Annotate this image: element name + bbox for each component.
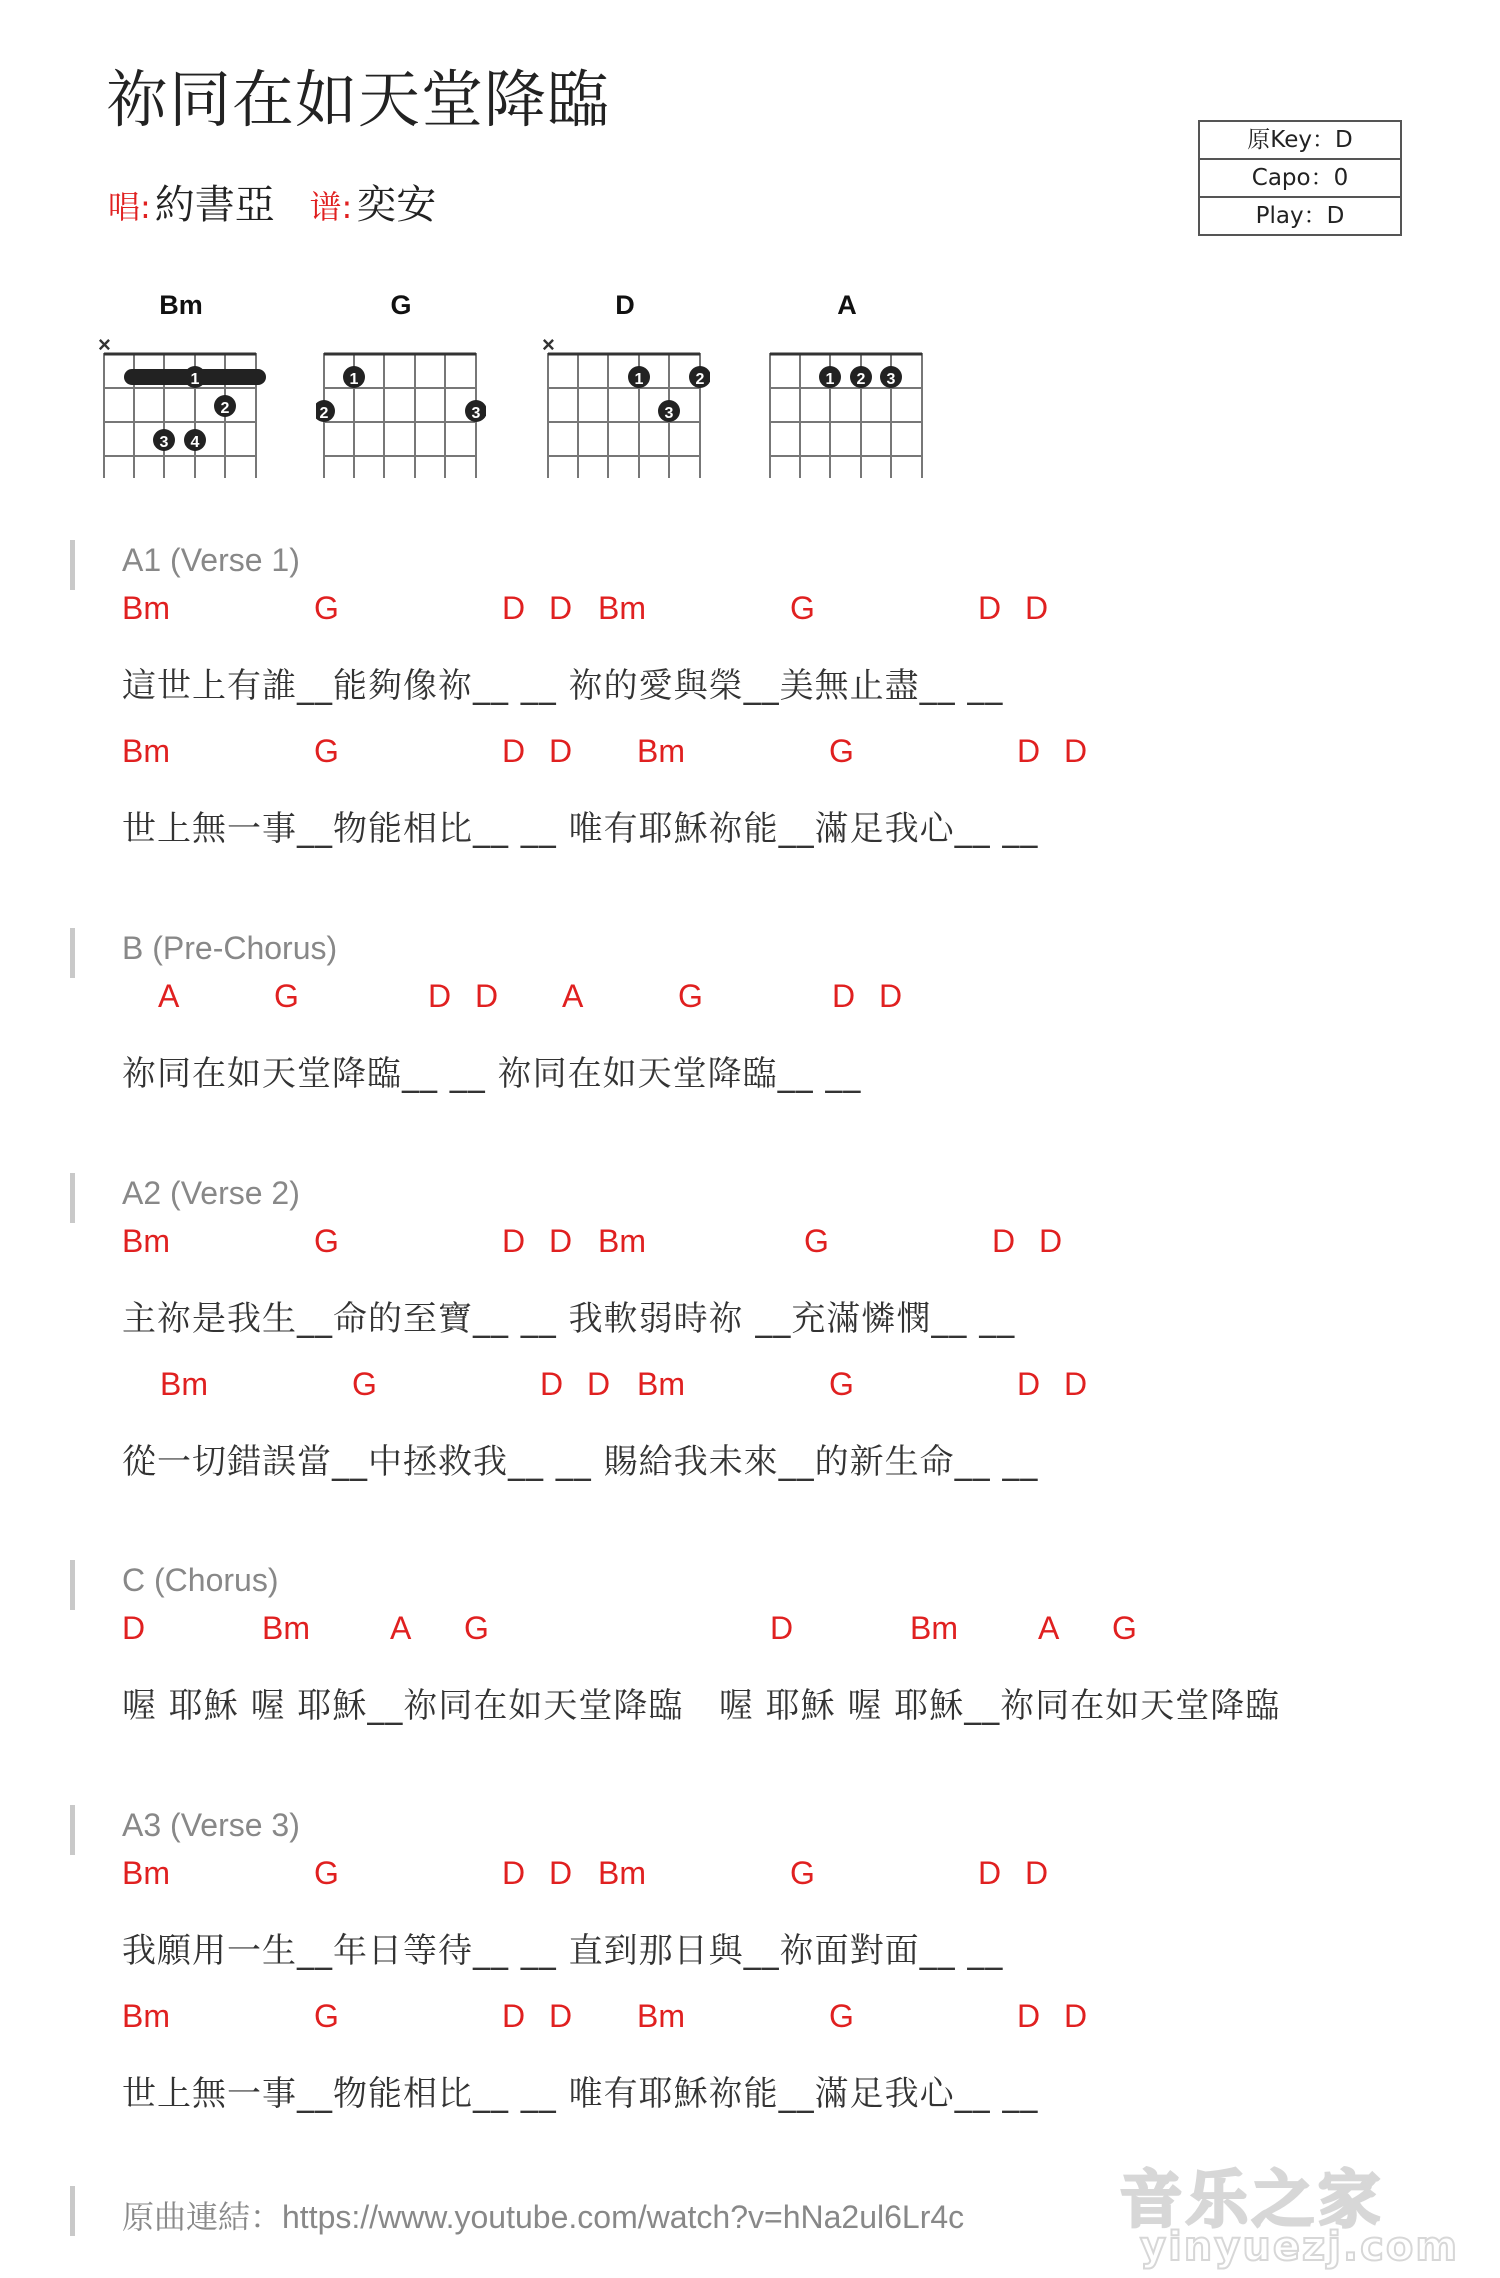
chord-symbol: D [1039,1223,1063,1259]
svg-text:2: 2 [695,371,705,388]
lyric-line: 祢同在如天堂降臨__ __ 祢同在如天堂降臨__ __ [122,1054,862,1094]
capo-value: Capo：0 [1200,158,1400,196]
svg-text:3: 3 [664,405,674,422]
chord-diagram-d [540,290,710,480]
song-title: 祢同在如天堂降臨 [106,63,611,136]
chord-symbol: D [502,590,526,626]
chord-symbol: D [1025,1855,1049,1891]
chord-symbol: D [502,1998,526,2034]
chord-symbol: Bm [122,1855,170,1891]
section-marker [70,928,75,978]
section-label: A2 (Verse 2) [122,1175,300,1211]
chord-symbol: D [502,1223,526,1259]
chord-name: G [390,290,412,320]
link-marker [70,2186,75,2236]
original-key: 原Key：D [1247,127,1353,153]
chord-symbol: G [314,1223,339,1259]
chord-symbol: Bm [122,590,170,626]
arranger-name: 奕安 [356,182,437,228]
chord-diagram-bm [96,290,266,480]
chord-symbol: G [829,1998,854,2034]
chord-symbol: D [1017,1366,1041,1402]
singer-name: 約書亞 [154,182,275,228]
chord-symbol: D [879,978,903,1014]
svg-text:3: 3 [471,405,481,422]
lyric-line: 世上無一事__物能相比__ __ 唯有耶穌祢能__滿足我心__ __ [122,809,1039,849]
chord-symbol: G [829,1366,854,1402]
svg-text:×: × [542,332,555,357]
chord-symbol: Bm [122,1998,170,2034]
section-label: C (Chorus) [122,1562,279,1598]
chord-symbol: Bm [122,1223,170,1259]
section-marker [70,1560,75,1610]
chord-symbol: D [502,733,526,769]
svg-text:1: 1 [825,371,835,388]
chord-symbol: Bm [598,590,646,626]
chord-symbol: D [1064,1366,1088,1402]
watermark-domain: yinyuezj.com [1140,2224,1459,2270]
site-watermark [1120,2150,1480,2270]
chord-symbol: D [832,978,856,1014]
chord-symbol: G [790,590,815,626]
chord-symbol: G [314,733,339,769]
chord-symbol: G [790,1855,815,1891]
chord-symbol: D [549,1855,573,1891]
chord-symbol: Bm [160,1366,208,1402]
lyric-line: 我願用一生__年日等待__ __ 直到那日與__祢面對面__ __ [122,1931,1004,1971]
lyric-line: 從一切錯誤當__中拯救我__ __ 賜給我未來__的新生命__ __ [122,1442,1039,1482]
svg-text:3: 3 [159,434,169,451]
g-fretboard [316,318,486,478]
svg-text:2: 2 [856,371,866,388]
chord-name: D [615,290,635,320]
chord-symbol: D [978,590,1002,626]
chord-symbol: D [1017,1998,1041,2034]
chord-symbol: D [502,1855,526,1891]
svg-text:×: × [98,332,111,357]
svg-text:1: 1 [634,371,644,388]
lyric-line: 喔 耶穌 喔 耶穌__祢同在如天堂降臨 喔 耶穌 喔 耶穌__祢同在如天堂降臨 [122,1686,1281,1726]
lyric-line: 這世上有誰__能夠像祢__ __ 祢的愛與榮__美無止盡__ __ [122,666,1004,706]
chord-symbol: Bm [910,1610,958,1646]
chord-symbol: D [122,1610,146,1646]
lyric-line: 主祢是我生__命的至寶__ __ 我軟弱時祢 __充滿憐憫__ __ [122,1299,1016,1339]
chord-symbol: G [352,1366,377,1402]
chord-symbol: G [314,1998,339,2034]
chord-symbol: Bm [262,1610,310,1646]
svg-text:2: 2 [220,400,230,417]
chord-symbol: D [549,733,573,769]
chord-diagrams [96,290,996,480]
arranger-label: 谱: [309,188,353,226]
chord-symbol: G [678,978,703,1014]
chord-symbol: G [829,733,854,769]
section-label: B (Pre-Chorus) [122,930,338,966]
chord-symbol: Bm [122,733,170,769]
chord-symbol: D [549,1223,573,1259]
chord-symbol: D [978,1855,1002,1891]
chord-symbol: Bm [598,1223,646,1259]
chord-symbol: D [549,1998,573,2034]
chord-symbol: A [1038,1610,1060,1646]
chord-symbol: D [1025,590,1049,626]
chord-symbol: D [1017,733,1041,769]
chord-symbol: Bm [637,1998,685,2034]
chord-diagram-a [762,290,932,480]
original-song-link[interactable]: 原曲連結：https://www.youtube.com/watch?v=hNa2ul6Lr4c [122,2199,965,2235]
chord-diagram-g [316,290,486,480]
key-info-box [1198,120,1402,236]
svg-text:4: 4 [190,434,200,451]
chord-symbol: G [314,1855,339,1891]
chord-symbol: Bm [637,733,685,769]
chord-symbol: G [274,978,299,1014]
section-marker [70,1805,75,1855]
section-label: A1 (Verse 1) [122,542,300,578]
chord-symbol: D [587,1366,611,1402]
chord-symbol: Bm [598,1855,646,1891]
song-meta [108,180,458,232]
section-marker [70,540,75,590]
chord-symbol: G [464,1610,489,1646]
chord-symbol: A [562,978,584,1014]
play-key: Play：D [1200,196,1400,234]
chord-symbol: D [475,978,499,1014]
chord-symbol: D [540,1366,564,1402]
a-fretboard [762,318,932,478]
svg-text:1: 1 [349,371,359,388]
chord-symbol: A [390,1610,412,1646]
chord-symbol: D [1064,733,1088,769]
lyric-line: 世上無一事__物能相比__ __ 唯有耶穌祢能__滿足我心__ __ [122,2074,1039,2114]
chord-symbol: D [549,590,573,626]
chord-symbol: D [992,1223,1016,1259]
chord-symbol: A [158,978,180,1014]
svg-text:3: 3 [886,371,896,388]
watermark-logo-text: 音乐之家 [1120,2163,1385,2236]
singer-label: 唱: [108,188,151,226]
section-marker [70,1173,75,1223]
chord-symbol: Bm [637,1366,685,1402]
bm-fretboard [96,318,266,478]
d-fretboard [540,318,710,478]
section-label: A3 (Verse 3) [122,1807,300,1843]
chord-name: Bm [159,290,203,320]
chord-symbol: G [804,1223,829,1259]
chord-symbol: D [770,1610,794,1646]
chord-symbol: D [1064,1998,1088,2034]
svg-text:1: 1 [190,371,200,388]
svg-text:2: 2 [319,405,329,422]
chord-name: A [837,290,857,320]
chord-symbol: D [428,978,452,1014]
chord-symbol: G [314,590,339,626]
chord-symbol: G [1112,1610,1137,1646]
